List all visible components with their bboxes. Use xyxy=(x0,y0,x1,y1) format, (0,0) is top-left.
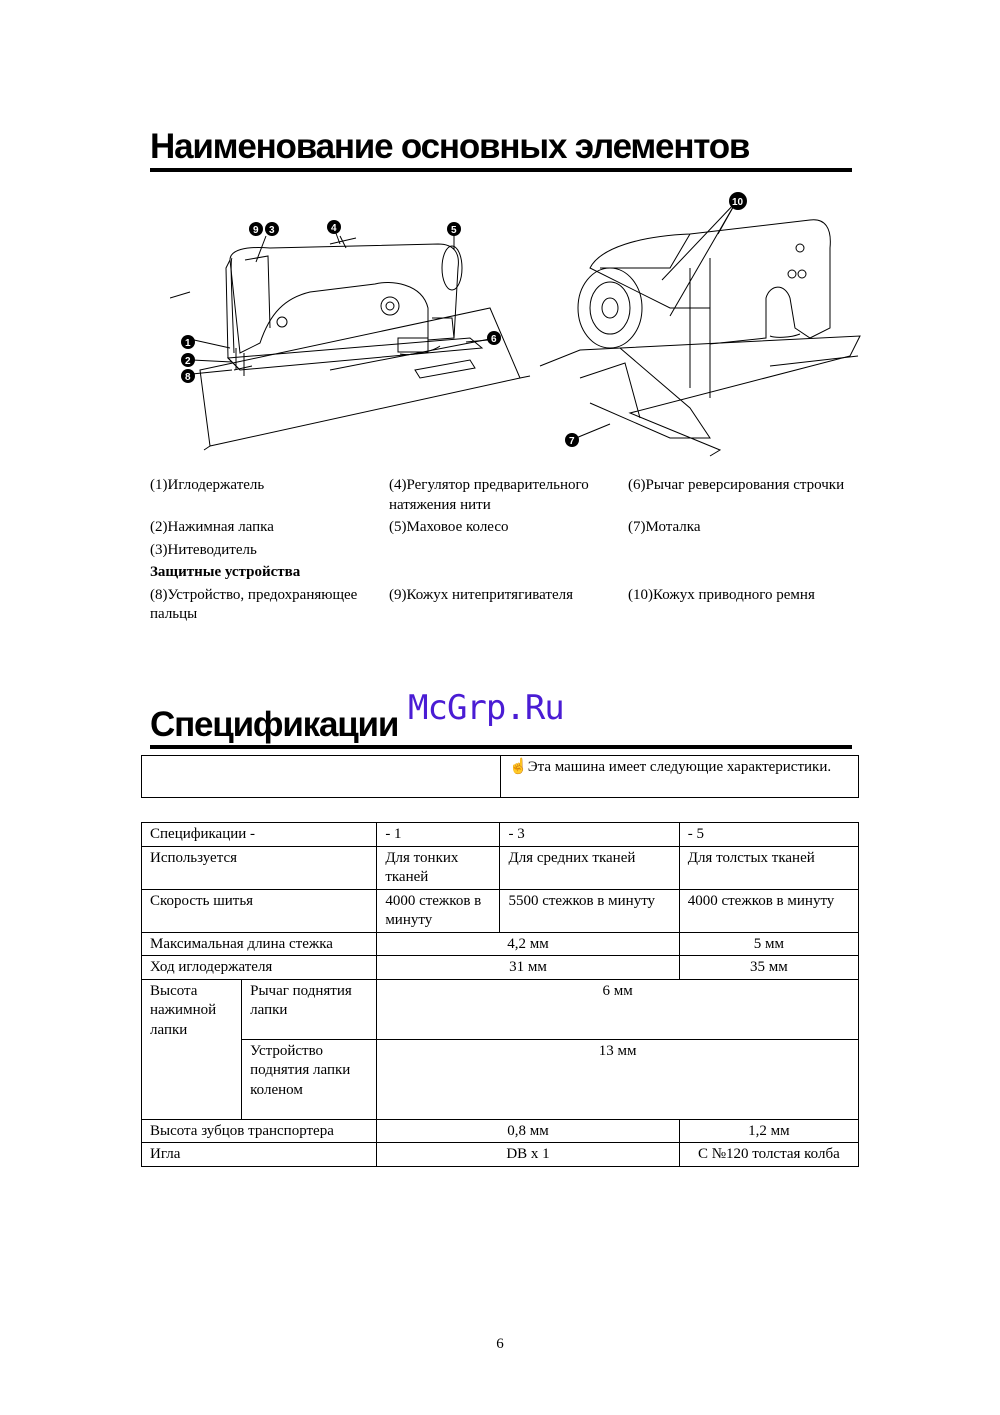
spec-table xyxy=(141,822,859,1167)
table-cell: 31 мм xyxy=(377,956,679,980)
row-label: Максимальная длина стежка xyxy=(142,932,377,956)
callout-5: 5 xyxy=(451,225,457,236)
callout-1: 1 xyxy=(185,338,191,349)
table-row xyxy=(142,846,859,889)
row-label: Высота нажимной лапки xyxy=(142,979,242,1119)
table-cell: 6 мм xyxy=(377,979,859,1039)
table-cell: 35 мм xyxy=(679,956,858,980)
part-handwheel: (5)Маховое колесо xyxy=(389,519,509,535)
table-row xyxy=(142,1039,859,1119)
callout-3: 3 xyxy=(269,225,275,236)
table-cell: Для средних тканей xyxy=(500,846,679,889)
table-row xyxy=(142,979,859,1039)
parts-row xyxy=(150,541,862,561)
table-row xyxy=(142,889,859,932)
callout-2: 2 xyxy=(185,356,191,367)
note-cell xyxy=(501,756,859,798)
callout-10: 10 xyxy=(732,197,744,208)
row-label: Игла xyxy=(142,1143,377,1167)
table-cell: 5500 стежков в минуту xyxy=(500,889,679,932)
callout-6: 6 xyxy=(491,334,497,345)
table-row xyxy=(142,956,859,980)
row-sublabel: Рычаг поднятия лапки xyxy=(242,979,377,1039)
part-needle-bar: (1)Иглодержатель xyxy=(150,477,265,493)
parts-list xyxy=(150,476,862,628)
hand-pointer-icon: ☝ xyxy=(509,759,528,775)
table-row xyxy=(142,1143,859,1167)
header-cell: - 3 xyxy=(500,823,679,847)
table-cell: С №120 толстая колба xyxy=(679,1143,858,1167)
table-cell: DB x 1 xyxy=(377,1143,679,1167)
note-table xyxy=(141,755,859,798)
table-cell: 4,2 мм xyxy=(377,932,679,956)
row-label: Высота зубцов транспортера xyxy=(142,1119,377,1143)
table-cell: Для тонких тканей xyxy=(377,846,500,889)
title-rule xyxy=(150,168,852,172)
page-number: 6 xyxy=(496,1336,504,1352)
parts-row xyxy=(150,586,862,625)
part-bobbin-winder: (7)Моталка xyxy=(628,519,701,535)
callout-8: 8 xyxy=(185,372,191,383)
page-title-parts: Наименование основных элементов xyxy=(150,127,750,166)
parts-row xyxy=(150,518,862,538)
table-cell: 13 мм xyxy=(377,1039,859,1119)
header-cell: Спецификации - xyxy=(142,823,377,847)
callout-7: 7 xyxy=(569,436,575,447)
row-label: Ход иглодержателя xyxy=(142,956,377,980)
note-empty-cell xyxy=(142,756,501,798)
row-label: Используется xyxy=(142,846,377,889)
part-presser-foot: (2)Нажимная лапка xyxy=(150,519,274,535)
table-cell: 5 мм xyxy=(679,932,858,956)
part-belt-cover: (10)Кожух приводного ремня xyxy=(628,586,815,603)
callout-4: 4 xyxy=(331,223,337,234)
part-finger-guard: (8)Устройство, предохраняющее пальцы xyxy=(150,586,358,622)
callout-9: 9 xyxy=(253,225,259,236)
safety-heading-text: Защитные устройства xyxy=(150,564,301,580)
part-reverse-lever: (6)Рычаг реверсирования строчки xyxy=(628,477,845,493)
header-cell: - 1 xyxy=(377,823,500,847)
part-thread-tension: (4)Регулятор предварительного натяжения нити xyxy=(389,477,589,513)
table-cell: 4000 стежков в минуту xyxy=(679,889,858,932)
table-cell: Для толстых тканей xyxy=(679,846,858,889)
watermark: McGrp.Ru xyxy=(408,688,564,728)
table-cell: 0,8 мм xyxy=(377,1119,679,1143)
table-row xyxy=(142,932,859,956)
title-rule xyxy=(150,745,852,749)
safety-heading xyxy=(150,563,862,583)
table-cell: 1,2 мм xyxy=(679,1119,858,1143)
part-take-up-cover: (9)Кожух нитепритягивателя xyxy=(389,586,573,603)
row-label: Скорость шитья xyxy=(142,889,377,932)
table-row xyxy=(142,823,859,847)
row-sublabel: Устройство поднятия лапки коленом xyxy=(242,1039,377,1119)
table-cell: 4000 стежков в минуту xyxy=(377,889,500,932)
table-row xyxy=(142,1119,859,1143)
page-title-specs: Спецификации xyxy=(150,705,399,744)
header-cell: - 5 xyxy=(679,823,858,847)
parts-row xyxy=(150,476,862,515)
part-thread-guide: (3)Нитеводитель xyxy=(150,541,257,558)
sewing-machine-illustration xyxy=(170,188,870,468)
note-text: Эта машина имеет следующие характеристики. xyxy=(527,759,832,775)
